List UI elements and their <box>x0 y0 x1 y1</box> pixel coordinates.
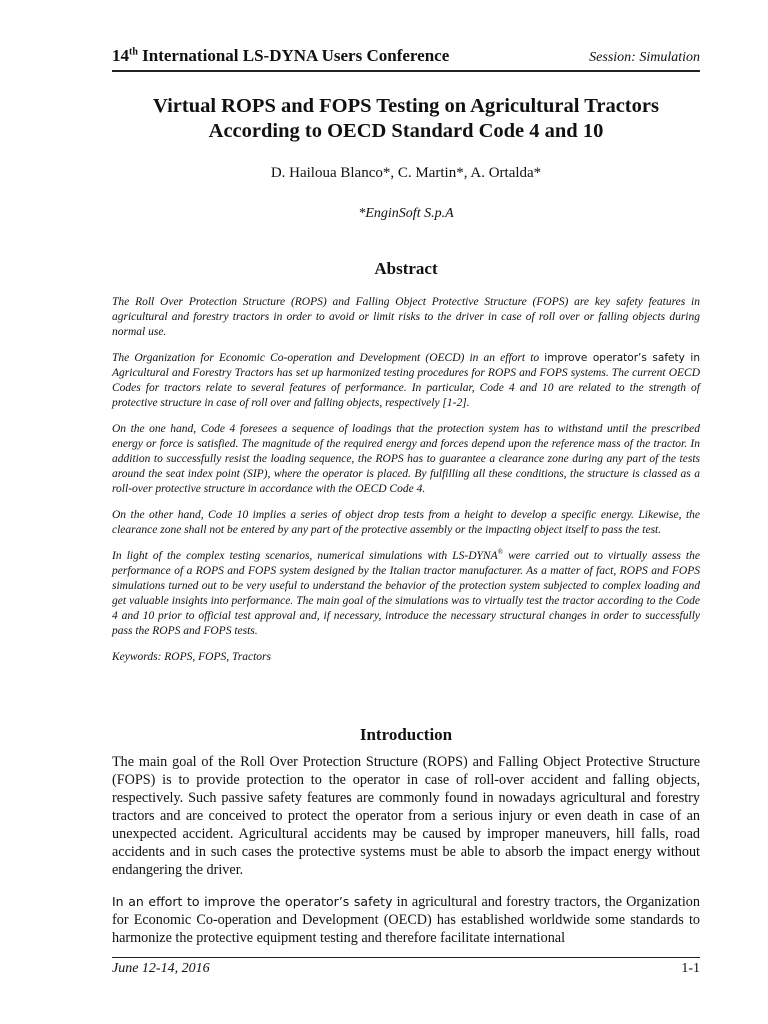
title-line-1: Virtual ROPS and FOPS Testing on Agricultural Tractors <box>153 95 659 117</box>
abstract-body <box>112 295 700 676</box>
title-line-2: According to OECD Standard Code 4 and 10 <box>208 120 604 142</box>
conference-title: International LS-DYNA Users Conference <box>142 46 450 65</box>
running-footer <box>112 957 700 980</box>
running-header <box>112 44 700 72</box>
abstract-paragraph-3: On the one hand, Code 4 foresees a sequence of loadings that the protection system has to withstand until the prescribed energy or force is satisfied. The magnitude of the required energy and forces depend upon the reference mass of the tractor. In addition to successfully resist the loading sequence, the ROPS has to guarantee a clearance zone during any part of the tests around the seat index point (SIP), where the operator is placed. By fulfilling all these conditions, the structure is classed as a roll-over protective structure in accordance with the OECD Code 4. <box>112 423 700 495</box>
conference-ordinal: 14 <box>112 46 129 65</box>
abstract-p2-end: Agricultural and Forestry Tractors has set up harmonized testing procedures for ROPS and FOPS systems. The current OECD Codes for tractors relate to several features of performance. In particular, Code 4 and 10 are related to the strength of protective structure in case of roll over and falling objects, respectively [1-2]. <box>112 367 700 409</box>
intro-paragraph-2 <box>112 893 700 947</box>
abstract-heading: Abstract <box>374 259 438 278</box>
affiliation: *EnginSoft S.p.A <box>358 206 454 221</box>
abstract-paragraph-2 <box>112 351 700 411</box>
introduction-heading: Introduction <box>359 725 453 744</box>
abstract-paragraph-4: On the other hand, Code 10 implies a series of object drop tests from a height to develop a specific energy. Likewise, the clearance zone shall not be entered by any part of the protective assembly or the impacting object itself to pass the test. <box>112 509 700 536</box>
registered-mark: ® <box>497 548 503 557</box>
abstract-p2-start: The Organization for Economic Co-operation and Development (OECD) in an effort to <box>112 352 545 364</box>
abstract-paragraph-5 <box>112 549 700 639</box>
authors: D. Hailoua Blanco*, C. Martin*, A. Ortalda* <box>270 165 542 181</box>
conference-name <box>112 46 449 66</box>
abstract-p5-end: were carried out to virtually assess the performance of a ROPS and FOPS system designed by the Italian tractor manufacturer. As a matter of fact, ROPS and FOPS simulations turned out to be very useful to understand the behavior of the protection system subjected to complex loading and get valuable insights into performance. The main goal of the simulations was to virtually test the tractor according to the Code 4 and 10 prior to official test approval and, if necessary, introduce the necessary structural changes in order to successfully pass the ROPS and FOPS tests. <box>112 550 700 637</box>
intro-paragraph-1: The main goal of the Roll Over Protection Structure (ROPS) and Falling Object Protective Structure (FOPS) is to provide protection to the operator in case of roll-over accident and falling objects, respectively. Such passive safety features are commonly found in nowadays agricultural and forestry tractors and are conceived to protect the operator from a serious injury or even death in case of an unexpected accident. Agricultural accidents may be caused by improper maneuvers, hill falls, road accidents and in such cases the protective systems must be able to absorb the impact energy without endangering the driver. <box>112 754 700 878</box>
introduction-body <box>112 753 700 961</box>
page-number: 1-1 <box>681 961 700 976</box>
abstract-p5-start: In light of the complex testing scenarios, numerical simulations with LS-DYNA <box>112 550 498 562</box>
abstract-p2-handwritten-phrase: improve operator’s safety in <box>544 352 700 364</box>
session-label: Session: Simulation <box>589 50 700 65</box>
intro-p2-end: in agricultural and forestry tractors, the Organization for Economic Co-operation and Development (OECD) has established worldwide some standards to harmonize the protective equipment testing and therefore facilitate international <box>112 894 700 946</box>
ordinal-suffix: th <box>129 46 138 58</box>
keywords: Keywords: ROPS, FOPS, Tractors <box>112 651 271 663</box>
intro-p2-handwritten-phrase: In an effort to improve the operator’s safety <box>112 894 393 909</box>
paper-title <box>90 94 722 144</box>
conference-date: June 12-14, 2016 <box>112 961 210 976</box>
abstract-paragraph-1: The Roll Over Protection Structure (ROPS) and Falling Object Protective Structure (FOPS) are key safety features in agricultural and forestry tractors in order to avoid or limit risks to the driver in case of roll over or falling objects during normal use. <box>112 296 700 338</box>
